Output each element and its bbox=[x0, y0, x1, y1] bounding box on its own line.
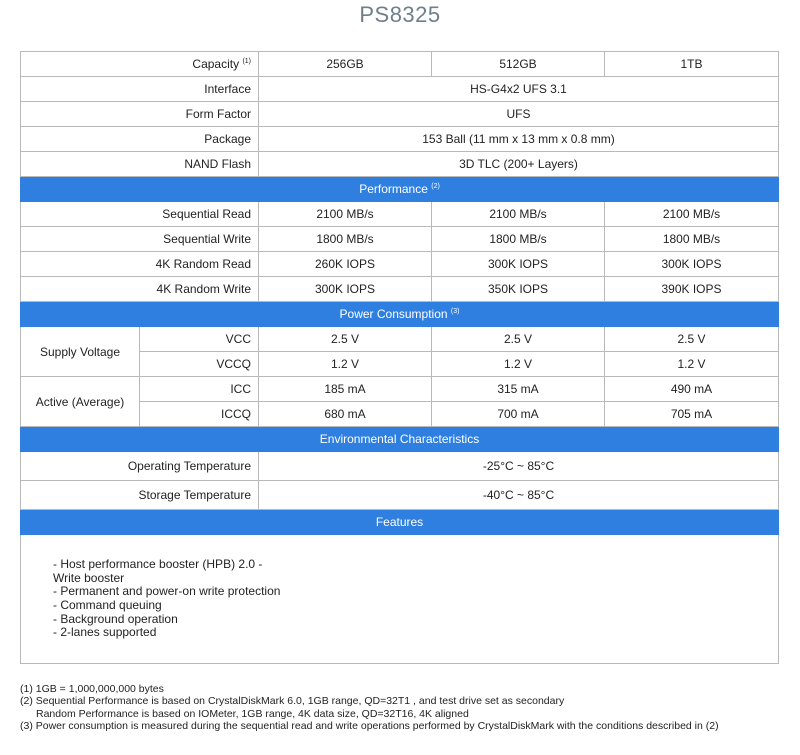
capacity-row bbox=[21, 52, 779, 77]
nand-label: NAND Flash bbox=[21, 152, 259, 177]
power-value: 1.2 V bbox=[605, 352, 779, 377]
perf-value: 260K IOPS bbox=[259, 252, 432, 277]
spec-table bbox=[20, 51, 779, 664]
perf-row-seq-read bbox=[21, 202, 779, 227]
perf-value: 300K IOPS bbox=[259, 277, 432, 302]
perf-value: 2100 MB/s bbox=[259, 202, 432, 227]
feature-item: - Background operation bbox=[53, 611, 178, 626]
env-row-storage bbox=[21, 481, 779, 510]
power-note: (3) bbox=[450, 308, 460, 315]
env-row-operating bbox=[21, 452, 779, 481]
power-sublabel: VCC bbox=[140, 327, 259, 352]
power-value: 2.5 V bbox=[259, 327, 432, 352]
power-title: Power Consumption bbox=[339, 307, 448, 321]
power-sublabel: ICC bbox=[140, 377, 259, 402]
env-value: -25°C ~ 85°C bbox=[259, 452, 779, 481]
performance-note: (2) bbox=[431, 183, 440, 190]
footnote: (1) 1GB = 1,000,000,000 bytes bbox=[20, 683, 164, 695]
env-label: Storage Temperature bbox=[21, 481, 259, 510]
capacity-256: 256GB bbox=[259, 52, 432, 77]
package-label: Package bbox=[21, 127, 259, 152]
capacity-label: Capacity bbox=[192, 57, 240, 71]
perf-value: 1800 MB/s bbox=[432, 227, 605, 252]
power-value: 700 mA bbox=[432, 402, 605, 427]
perf-value: 2100 MB/s bbox=[605, 202, 779, 227]
form-factor-row bbox=[21, 102, 779, 127]
feature-item: Write booster bbox=[53, 570, 125, 585]
capacity-label-cell bbox=[21, 52, 259, 77]
capacity-note: (1) bbox=[242, 58, 251, 65]
perf-row-seq-write bbox=[21, 227, 779, 252]
environment-header-row bbox=[21, 427, 779, 452]
perf-value: 300K IOPS bbox=[605, 252, 779, 277]
perf-label: Sequential Write bbox=[21, 227, 259, 252]
features-header: Features bbox=[21, 510, 779, 535]
supply-voltage-label: Supply Voltage bbox=[21, 327, 140, 377]
footnote: (2) Sequential Performance is based on CrystalDiskMark 6.0, 1GB range, QD=32T1 , and test drive set as secondary bbox=[20, 695, 565, 708]
environment-header: Environmental Characteristics bbox=[21, 427, 779, 452]
form-factor-label: Form Factor bbox=[21, 102, 259, 127]
env-label: Operating Temperature bbox=[21, 452, 259, 481]
interface-label: Interface bbox=[21, 77, 259, 102]
power-sublabel: ICCQ bbox=[140, 402, 259, 427]
feature-item: - Host performance booster (HPB) 2.0 - bbox=[53, 557, 263, 572]
power-value: 185 mA bbox=[259, 377, 432, 402]
perf-value: 1800 MB/s bbox=[605, 227, 779, 252]
nand-row bbox=[21, 152, 779, 177]
env-value: -40°C ~ 85°C bbox=[259, 481, 779, 510]
package-value: 153 Ball (11 mm x 13 mm x 0.8 mm) bbox=[259, 127, 779, 152]
feature-item: - Command queuing bbox=[53, 598, 162, 612]
perf-value: 350K IOPS bbox=[432, 277, 605, 302]
footnote: (3) Power consumption is measured during the sequential read and write operations performed by CrystalDiskMark with the conditions described in (2) bbox=[20, 720, 719, 733]
interface-row bbox=[21, 77, 779, 102]
performance-header bbox=[21, 177, 779, 202]
power-sublabel: VCCQ bbox=[140, 352, 259, 377]
page-title: PS8325 bbox=[359, 2, 441, 27]
interface-value: HS-G4x2 UFS 3.1 bbox=[259, 77, 779, 102]
perf-value: 2100 MB/s bbox=[432, 202, 605, 227]
nand-value: 3D TLC (200+ Layers) bbox=[259, 152, 779, 177]
features-row bbox=[21, 535, 779, 664]
perf-label: Sequential Read bbox=[21, 202, 259, 227]
footnote: Random Performance is based on IOMeter, 1GB range, 4K data size, QD=32T16, 4K aligned bbox=[36, 707, 469, 720]
power-row-vcc bbox=[21, 327, 779, 352]
capacity-512: 512GB bbox=[432, 52, 605, 77]
performance-title: Performance bbox=[359, 182, 428, 196]
power-value: 315 mA bbox=[432, 377, 605, 402]
perf-row-4k-read bbox=[21, 252, 779, 277]
features-header-row bbox=[21, 510, 779, 535]
perf-value: 390K IOPS bbox=[605, 277, 779, 302]
feature-item: - 2-lanes supported bbox=[53, 625, 157, 640]
perf-value: 1800 MB/s bbox=[259, 227, 432, 252]
performance-header-row bbox=[21, 177, 779, 202]
power-value: 1.2 V bbox=[432, 352, 605, 377]
power-value: 2.5 V bbox=[605, 327, 779, 352]
perf-value: 300K IOPS bbox=[432, 252, 605, 277]
features-cell bbox=[21, 535, 779, 664]
package-row bbox=[21, 127, 779, 152]
power-row-icc bbox=[21, 377, 779, 402]
power-value: 2.5 V bbox=[432, 327, 605, 352]
footnotes bbox=[20, 683, 719, 733]
perf-row-4k-write bbox=[21, 277, 779, 302]
perf-label: 4K Random Write bbox=[21, 277, 259, 302]
perf-label: 4K Random Read bbox=[21, 252, 259, 277]
power-value: 705 mA bbox=[605, 402, 779, 427]
power-header bbox=[21, 302, 779, 327]
capacity-1tb: 1TB bbox=[605, 52, 779, 77]
power-value: 680 mA bbox=[259, 402, 432, 427]
power-header-row bbox=[21, 302, 779, 327]
power-value: 1.2 V bbox=[259, 352, 432, 377]
active-average-label: Active (Average) bbox=[21, 377, 140, 427]
form-factor-value: UFS bbox=[259, 102, 779, 127]
feature-item: - Permanent and power-on write protection bbox=[53, 584, 281, 599]
power-value: 490 mA bbox=[605, 377, 779, 402]
